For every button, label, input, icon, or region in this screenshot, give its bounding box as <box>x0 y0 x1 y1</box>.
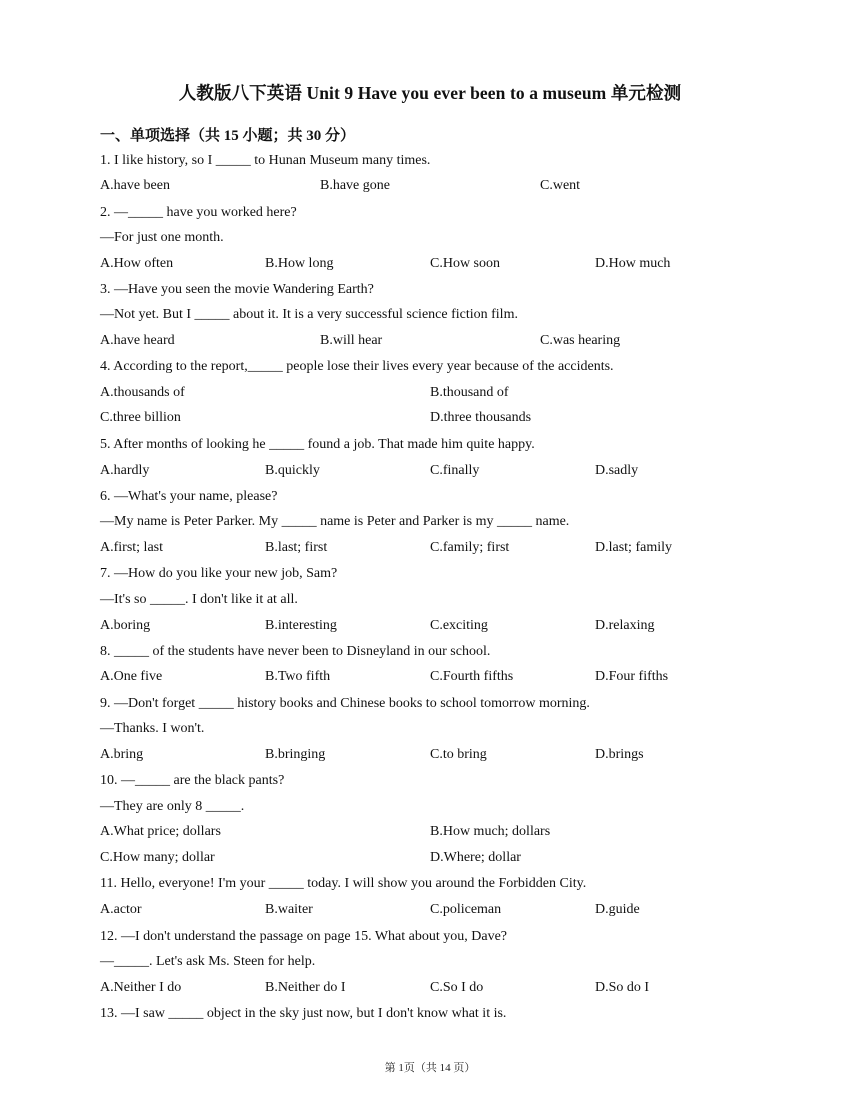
q12-option-d: D.So do I <box>595 980 650 995</box>
q4-option-d: D.three thousands <box>430 410 532 425</box>
question-1-stem: 1. I like history, so I _____ to Hunan Museum many times. <box>100 153 431 168</box>
q2-option-c: C.How soon <box>430 256 501 271</box>
question-10-reply: —They are only 8 _____. <box>100 799 245 814</box>
q11-option-d: D.guide <box>595 902 640 917</box>
question-7-reply: —It's so _____. I don't like it at all. <box>100 592 298 607</box>
document-title: 人教版八下英语 Unit 9 Have you ever been to a museum 单元检测 <box>178 83 682 103</box>
q9-option-c: C.to bring <box>430 747 487 762</box>
q8-option-d: D.Four fifths <box>595 669 669 684</box>
q7-option-c: C.exciting <box>430 618 488 633</box>
q2-option-d: D.How much <box>595 256 671 271</box>
q1-option-c: C.went <box>540 178 581 193</box>
q2-option-a: A.How often <box>100 256 174 271</box>
q8-option-a: A.One five <box>100 669 163 684</box>
q7-option-a: A.boring <box>100 618 151 633</box>
q11-option-b: B.waiter <box>265 902 313 917</box>
q10-option-d: D.Where; dollar <box>430 850 521 865</box>
question-12-reply: —_____. Let's ask Ms. Steen for help. <box>100 954 316 969</box>
q5-option-c: C.finally <box>430 463 480 478</box>
question-10-stem: 10. —_____ are the black pants? <box>100 773 285 788</box>
q4-option-c: C.three billion <box>100 410 181 425</box>
q9-option-a: A.bring <box>100 747 144 762</box>
q7-option-b: B.interesting <box>265 618 337 633</box>
question-5-stem: 5. After months of looking he _____ found a job. That made him quite happy. <box>100 437 535 452</box>
q5-option-a: A.hardly <box>100 463 150 478</box>
q9-option-d: D.brings <box>595 747 644 762</box>
q6-option-d: D.last; family <box>595 540 672 555</box>
q2-option-b: B.How long <box>265 256 334 271</box>
q10-option-c: C.How many; dollar <box>100 850 215 865</box>
question-13-stem: 13. —I saw _____ object in the sky just now, but I don't know what it is. <box>100 1006 507 1021</box>
page-footer: 第 1页（共 14 页） <box>384 1062 476 1074</box>
q1-option-b: B.have gone <box>320 178 390 193</box>
q10-option-a: A.What price; dollars <box>100 824 221 839</box>
q7-option-d: D.relaxing <box>595 618 655 633</box>
q4-option-a: A.thousands of <box>100 385 185 400</box>
q8-option-b: B.Two fifth <box>265 669 331 684</box>
question-6-reply: —My name is Peter Parker. My _____ name is Peter and Parker is my _____ name. <box>100 514 570 529</box>
q6-option-b: B.last; first <box>265 540 328 555</box>
q6-option-c: C.family; first <box>430 540 510 555</box>
q6-option-a: A.first; last <box>100 540 163 555</box>
question-8-stem: 8. _____ of the students have never been to Disneyland in our school. <box>100 644 491 659</box>
q5-option-b: B.quickly <box>265 463 320 478</box>
question-12-stem: 12. —I don't understand the passage on page 15. What about you, Dave? <box>100 929 507 944</box>
q1-option-a: A.have been <box>100 178 170 193</box>
q3-option-a: A.have heard <box>100 333 175 348</box>
q12-option-c: C.So I do <box>430 980 484 995</box>
question-3-stem: 3. —Have you seen the movie Wandering Earth? <box>100 282 374 297</box>
q12-option-b: B.Neither do I <box>265 980 346 995</box>
q3-option-b: B.will hear <box>320 333 383 348</box>
question-2-stem: 2. —_____ have you worked here? <box>100 205 297 220</box>
q9-option-b: B.bringing <box>265 747 326 762</box>
question-4-stem: 4. According to the report,_____ people lose their lives every year because of the accidents. <box>100 359 614 374</box>
q8-option-c: C.Fourth fifths <box>430 669 514 684</box>
q5-option-d: D.sadly <box>595 463 639 478</box>
question-9-reply: —Thanks. I won't. <box>100 721 205 736</box>
q12-option-a: A.Neither I do <box>100 980 182 995</box>
q4-option-b: B.thousand of <box>430 385 509 400</box>
q10-option-b: B.How much; dollars <box>430 824 551 839</box>
question-2-reply: —For just one month. <box>100 230 224 245</box>
question-9-stem: 9. —Don't forget _____ history books and Chinese books to school tomorrow morning. <box>100 696 590 711</box>
question-7-stem: 7. —How do you like your new job, Sam? <box>100 566 338 581</box>
question-11-stem: 11. Hello, everyone! I'm your _____ today. I will show you around the Forbidden City. <box>100 876 587 891</box>
q3-option-c: C.was hearing <box>540 333 621 348</box>
q11-option-c: C.policeman <box>430 902 502 917</box>
q11-option-a: A.actor <box>100 902 142 917</box>
question-6-stem: 6. —What's your name, please? <box>100 489 278 504</box>
section-heading: 一、单项选择（共 15 小题；共 30 分） <box>100 128 356 144</box>
question-3-reply: —Not yet. But I _____ about it. It is a very successful science fiction film. <box>100 307 518 322</box>
